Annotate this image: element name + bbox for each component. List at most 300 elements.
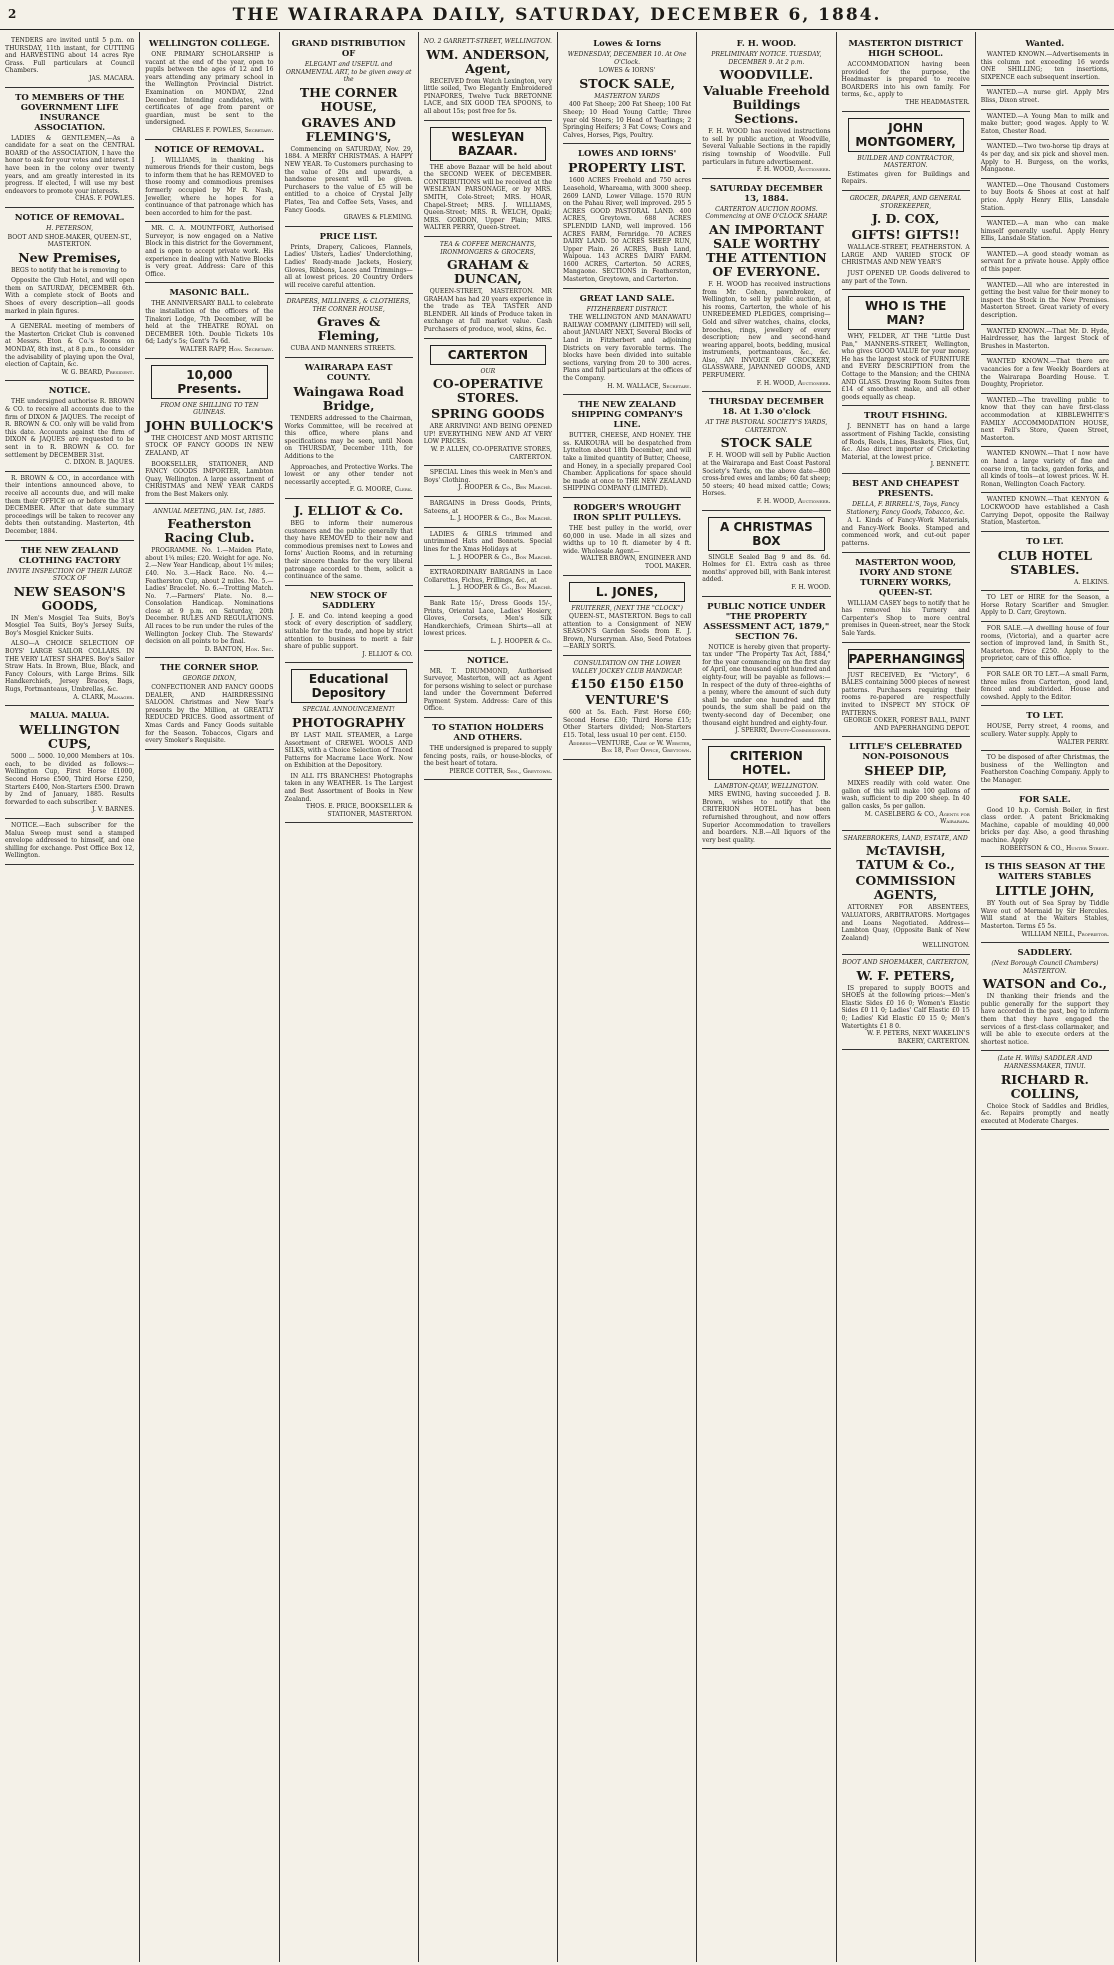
- ad-body: FOR SALE OR TO LET.—A small Farm, three miles from Carterton, good land, fenced and subdivided. House and cowshed. Apply to the Editor.: [980, 671, 1109, 701]
- ad-body: IN thanking their friends and the public generally for the support they have accorded in the past, beg to inform them that they have engaged the services of a first-class collarmaker, and will be able to execute orders at the shortest notice.: [980, 993, 1109, 1046]
- ad-big: Graves & Fleming,: [316, 314, 381, 344]
- ad-big: McTAVISH, TATUM & Co.,: [856, 843, 955, 873]
- advertisement: [842, 643, 970, 738]
- ad-body: FOR SALE.—A dwelling house of four rooms, (Victoria), and a quarter acre section of improved land, in Smith St., Masterton. Price £250. Apply to the proprietor, care of this office.: [980, 625, 1109, 663]
- ad-body: QUEEN-ST., MASTERTON. Begs to call attention to a Consignment of NEW SEASON'S Garden Seeds from E. J. Brown, Nurseryman. Also, Seed Potatoes—EARLY SORTS.: [563, 613, 692, 651]
- ad-hbox: WESLEYAN BAZAAR.: [430, 127, 546, 161]
- ad-big: JOHN BULLOCK'S: [145, 417, 274, 433]
- ad-big: CO-OPERATIVE STORES.: [432, 376, 543, 406]
- column-8: [975, 32, 1114, 1962]
- ad-sig: J. V. BARNES.: [92, 806, 135, 814]
- ad-body: ACCOMMODATION having been provided for the purpose, the Headmaster is prepared to receive BOARDERS into his own family. For terms, &c., apply to: [841, 61, 970, 99]
- ad-sig: J. HOOPER & Co., Ben Marché.: [458, 484, 552, 492]
- ad-small: BOOT AND SHOE-MAKER, QUEEN-ST., MASTERTON.: [7, 233, 132, 249]
- ad-heading: MASTERTON WOOD, IVORY AND STONE TURNERY WORKS, QUEEN-ST.: [855, 557, 956, 598]
- ad-body: WALLACE-STREET, FEATHERSTON. A LARGE AND VARIED STOCK OF CHRISTMAS AND NEW YEAR'S: [841, 244, 970, 267]
- ad-body: TO be disposed of after Christmas, the business of the Wellington and Featherston Coaching Company. Apply to the Manager.: [980, 754, 1109, 784]
- ad-heading: MASTERTON DISTRICT HIGH SCHOOL.: [848, 39, 963, 59]
- ad-body: Estimates given for Buildings and Repairs.: [841, 170, 970, 186]
- advertisement: [5, 381, 134, 471]
- ad-sub: ELEGANT and USEFUL and ORNAMENTAL ART, to be given away at the: [285, 61, 412, 84]
- advertisement: [5, 320, 134, 381]
- advertisement: [981, 279, 1109, 325]
- ad-sub: FROM ONE SHILLING TO TEN GUINEAS.: [160, 401, 259, 417]
- ad-heading: TROUT FISHING.: [863, 411, 948, 422]
- ad-heading: NOTICE OF REMOVAL.: [14, 212, 125, 223]
- ad-sub: FRUITERER, (NEXT THE "CLOCK"): [571, 604, 683, 612]
- ad-heading: THE CORNER SHOP.: [159, 663, 259, 674]
- ad-sig: GEORGE COKER, FOREST BALL, PAINT AND PAPERHANGING DEPOT.: [843, 717, 970, 732]
- ad-big: £150 £150 £150: [570, 676, 684, 692]
- ad-hbox: JOHN MONTGOMERY,: [848, 118, 964, 152]
- ad-big: J. ELLIOT & Co.: [294, 503, 404, 518]
- ad-big2: SPRING GOODS: [431, 406, 545, 422]
- advertisement: [981, 110, 1109, 141]
- ad-body: 400 Fat Sheep; 200 Fat Sheep; 100 Fat Sheep; 10 Head Young Cattle; Three year old Steers; 10 Head of Yearlings; 2 Springing Heifers; 3 Fat Cows; Cows and Calves, Horses, Pigs, Poultry.: [563, 101, 692, 139]
- ad-body: F. H. WOOD has received instructions from Mr. Cohen, pawnbroker, of Wellington, to sell by public auction, at his rooms, Carterton, the whole of his UNREDEEMED PLEDGES, comprising—Gold and silver watches, chains, clocks, brooches, rings, jewellery of every description; new and second-hand wearing apparel, boots, bedding, musical instruments, portmanteaus, &c., &c. Also, AN INVOICE OF CROCKERY, GLASSWARE, JAPANNED GOODS, AND PERFUMERY.: [702, 280, 831, 380]
- ad-sig: Address—VENTURE, Care of W. Webster, Box 18, Post Office, Greytown.: [568, 739, 692, 755]
- ad-body: MR. T. DRUMMOND, Authorised Surveyor, Masterton, will act as Agent for persons wishing to select or purchase land under the Government Deferred Payment System. Address: Care of this Office.: [423, 667, 552, 713]
- ad-sig: W. G. BEARD, President.: [61, 368, 135, 376]
- ad-body: WANTED.—A Young Man to milk and make butter; good wages. Apply to W. Eaton, Chester Road.: [980, 112, 1109, 135]
- ad-sig: F. H. WOOD, Auctioneer.: [756, 166, 831, 174]
- ad-sig: WELLINGTON.: [922, 942, 970, 950]
- ad-body: WANTED KNOWN.—Advertisements in this column not exceeding 16 words ONE SHILLING; ten insertions, SIXPENCE each subsequent insertion.: [980, 51, 1109, 81]
- ad-body2: Opposite the Club Hotel, and will open them on SATURDAY, DECEMBER 6th. With a complete stock of Boots and Shoes of every description—all goods marked in plain figures.: [5, 277, 135, 315]
- ad-big2: GRAVES AND FLEMING'S,: [301, 114, 396, 144]
- ad-heading: LITTLE'S CELEBRATED NON-POISONOUS: [849, 742, 962, 763]
- ad-body: ATTORNEY FOR ABSENTEES, VALUATORS, ARBITRATORS. Mortgages and Loans Negotiated. Address—Lambton Quay, (Opposite Bank of New Zealand): [841, 904, 970, 942]
- ad-big2: GIFTS! GIFTS!!: [851, 227, 960, 243]
- ad-body: LADIES & GIRLS trimmed and untrimmed Hats and Bonnets. Special lines for the Xmas Holidays at: [423, 530, 552, 553]
- ad-sub: PRELIMINARY NOTICE. TUESDAY, DECEMBER 9. At 2 p.m.: [711, 51, 822, 66]
- masthead: [0, 0, 1114, 30]
- ad-sig: ROBERTSON & CO., Hunter Street.: [1000, 844, 1109, 852]
- ad-body: R. BROWN & CO., in accordance with their intentions announced above, to receive all accounts due, and will make them their OFFICE on or before the 31st DECEMBER. After that date summary proceedings will be taken to recover any debts then outstanding. Masterton, 4th December, 1884.: [5, 474, 135, 535]
- ad-big: RICHARD R. COLLINS,: [1000, 1071, 1089, 1101]
- ad-body: WANTED.—All who are interested in getting the best value for their money to inspect the Stock in the New Premises. Masterton Street. Great variety of every description.: [980, 281, 1109, 320]
- ad-sig: GRAVES & FLEMING.: [343, 214, 413, 222]
- ad-body: IN Men's Mosgiel Tea Suits, Boy's Mosgiel Tea Suits, Boy's Jersey Suits, Boy's Mosgiel Knicker Suits.: [5, 614, 135, 637]
- ad-heading: MASONIC BALL.: [169, 288, 250, 299]
- ad-heading: TO LET.: [1026, 536, 1064, 547]
- advertisement: [145, 359, 273, 504]
- ad-heading: Wanted.: [1025, 39, 1065, 49]
- advertisement: [702, 597, 830, 740]
- ad-big: SHEEP DIP,: [864, 763, 947, 779]
- column-4: [418, 32, 557, 1962]
- advertisement: [145, 222, 273, 283]
- ad-sub: SHAREBROKERS, LAND, ESTATE, AND: [843, 834, 968, 842]
- ad-sub: DRAPERS, MILLINERS, & CLOTHIERS, THE CORNER HOUSE,: [286, 298, 411, 313]
- ad-big: Waingawa Road Bridge,: [293, 384, 404, 414]
- ad-body: J. BENNETT has on hand a large assortment of Fishing Tackle, consisting of Rods, Reels, Lines, Baskets, Flies, Gut, &c. Also direct importer of Cricketing Material, at the lowest price.: [841, 423, 970, 461]
- ad-sub: ANNUAL MEETING, JAN. 1st, 1885.: [153, 507, 266, 515]
- advertisement: [842, 553, 970, 643]
- advertisement: [5, 706, 134, 819]
- ad-heading: NOTICE.: [467, 655, 509, 666]
- ad-body: THE best pulley in the world, over 60,000 in use. Made in all sizes and widths up to 10 ft. diameter by 4 ft. wide. Wholesale Agent—: [563, 524, 692, 555]
- ad-body: BEG to inform their numerous customers and the public generally that they have REMOVED to their new and commodious premises next to Lowes and Iorns' Auction Rooms, and in returning their sincere thanks for the very liberal patronage accorded to them, solicit a continuance of the same.: [284, 520, 413, 581]
- ad-body2: Approaches, and Protective Works. The lowest or any other tender not necessarily accepted.: [284, 463, 413, 486]
- page-number: 2: [8, 7, 17, 21]
- ad-sub: TEA & COFFEE MERCHANTS, IRONMONGERS & GROCERS,: [439, 240, 536, 256]
- advertisement: [981, 86, 1109, 109]
- ad-body: BY Youth out of Sea Spray by Tiddle Wave out of Mermaid by Sir Hercules. Will stand at the Waiters Stables, Masterton. Terms £5 5s.: [980, 900, 1109, 930]
- advertisement: [145, 283, 273, 358]
- advertisement: [424, 121, 552, 237]
- ad-heading: THE NEW ZEALAND CLOTHING FACTORY: [18, 545, 121, 566]
- advertisement: [702, 511, 830, 597]
- advertisement: [424, 651, 552, 719]
- advertisement: [842, 290, 970, 406]
- ad-body: Bank Rate 15/-, Dress Goods 15/-, Prints, Oriental Lace, Ladies' Hosiery, Gloves, Corsets, Men's Silk Handkerchiefs, Crimean Shirts—all at lowest prices.: [423, 599, 552, 638]
- advertisement: [702, 179, 830, 393]
- advertisement: [563, 656, 691, 760]
- ad-big: Featherston Racing Club.: [164, 516, 255, 546]
- ad-big: GRAHAM & DUNCAN,: [447, 257, 529, 287]
- ad-body2: ALSO—A CHOICE SELECTION OF BOYS' LARGE SAILOR COLLARS. IN THE VERY LATEST SHAPES. Boy's Sailor Straw Hats. In Brown, Blue, Black, and Fancy Colours, with Large Brims. Silk Handkerchiefs, Jersey Braces, Bags, Rugs, Portmanteaus, Umbrellas, &c.: [5, 640, 135, 694]
- ad-sig: CHARLES F. POWLES, Secretary.: [172, 126, 274, 134]
- ad-sig: J. BENNETT.: [930, 461, 970, 469]
- ad-heading: RODGER'S WROUGHT IRON SPLIT PULLEYS.: [573, 502, 682, 523]
- ad-heading: PRICE LIST.: [319, 231, 378, 242]
- advertisement: [981, 790, 1109, 858]
- ad-body: A GENERAL meeting of members of the Masterton Cricket Club is convened at Messrs. Eton & Co.'s Rooms on MONDAY, 8th inst., at 8 p.m., to consider the advisability of playing upon the Oval, election of Captain, &c.: [5, 323, 135, 369]
- ad-body: WANTED.—A nurse girl. Apply Mrs Bliss, Dixon street.: [980, 89, 1109, 104]
- ad-sub: CONSULTATION ON THE LOWER VALLEY JOCKEY CLUB HANDICAP.: [572, 660, 683, 675]
- advertisement: [285, 358, 413, 499]
- ad-body: F. H. WOOD will sell by Public Auction at the Wairarapa and East Coast Pastoral Society's Yards, on the above date—800 cross-bred ewes and lambs; 60 fat sheep; 50 steers; 40 head mixed cattle; Cows; Horses.: [702, 452, 831, 498]
- ad-heading: TO MEMBERS OF THE GOVERNMENT LIFE INSURANCE ASSOCIATION.: [15, 92, 125, 133]
- ad-body: WANTED KNOWN.—That there are vacancies for a few Weekly Boarders at the Wairarapa Boarding House. T. Doughty, Proprietor.: [980, 358, 1109, 389]
- ad-sig: WALTER RAPP, Hon. Secretary.: [179, 346, 274, 353]
- ad-body: MIXES readily with cold water. One gallon of this will make 100 gallons of wash, sufficient to dip 200 sheep. In 40 gallon casks, 5s per gallon.: [841, 780, 970, 811]
- ad-body: PROGRAMME. No. 1.—Maiden Plate, about 1¼ miles; £20. Weight for age. No. 2.—New Year Handicap, about 1½ miles; £40. No. 3.—Hack Race. No. 4.—Featherston Cup, about 2 miles. No. 5.—Ladies' Bracelet. No. 6.—Trotting Match. No. 7.—Farmers' Plate. No. 8.—Consolation Handicap. Nominations close at 9 p.m. on Saturday, 20th December. RULES AND REGULATIONS. All races to be run under the rules of the Wellington Jockey Club. The Stewards' decision on all points to be final.: [145, 547, 274, 646]
- ad-sub: SPECIAL ANNOUNCEMENT!: [302, 706, 395, 714]
- ad-big2: VENTURE'S: [585, 692, 669, 708]
- ad-sub: H. PETERSON,: [46, 224, 94, 232]
- advertisement: [563, 576, 691, 657]
- advertisement: [424, 718, 552, 780]
- ad-body: 600 at 5s. Each. First Horse £60; Second Horse £30; Third Horse £15; Other Starters divided; Non-Starters £15. Total, less usual 10 per cent. £150.: [563, 709, 692, 740]
- ad-sig: C. DIXON. B. JAQUES.: [64, 459, 135, 467]
- ad-heading: F. H. WOOD.: [736, 39, 797, 49]
- advertisement: [145, 140, 273, 223]
- ad-sig: J. ELLIOT & CO.: [362, 650, 413, 658]
- advertisement: [842, 112, 970, 191]
- ad-big: NEW SEASON'S GOODS,: [13, 583, 126, 613]
- ad-sub: INVITE INSPECTION OF THEIR LARGE STOCK OF: [7, 567, 133, 583]
- ad-body: WANTED KNOWN.—That I now have on hand a large variety of fine and coarse iron, tin tacks, garden forks, and all kinds of tools—at lowest prices. W. H. Ronan, Wellington Coach Factory.: [980, 450, 1109, 488]
- advertisement: [981, 140, 1109, 178]
- ad-sig: D. BANTON, Hon. Sec.: [204, 645, 274, 653]
- advertisement: [424, 237, 552, 339]
- advertisement: [424, 597, 552, 651]
- column-3: [279, 32, 418, 1962]
- ad-sig: F. G. MOORE, Clerk.: [349, 486, 413, 494]
- advertisement: [702, 740, 830, 850]
- ad-sub: DELLA, F. BIRRELL'S, Toys, Fancy Stationery, Fancy Goods, Tobacco, &c.: [846, 501, 965, 516]
- advertisement: [842, 737, 970, 831]
- advertisement: [842, 191, 970, 290]
- ad-sub: (Next Borough Council Chambers) MASTERTON.: [991, 960, 1099, 975]
- ad-body: WANTED KNOWN.—That Mr. D. Hyde, Hairdresser, has the largest Stock of Brushes in Masterton.: [980, 327, 1109, 350]
- ad-body: BARGAINS in Dress Goods, Prints, Sateens, at: [423, 500, 552, 515]
- advertisement: [842, 406, 970, 474]
- ad-heading: PUBLIC NOTICE UNDER "THE PROPERTY ASSESSMENT ACT, 1879," SECTION 76.: [703, 601, 830, 642]
- ad-body: TENDERS addressed to the Chairman, Works Committee, will be received at this office, where plans and specifications may be seen, until Noon on THURSDAY, December 11th, for Additions to the: [284, 415, 413, 461]
- ad-body: EXTRAORDINARY BARGAINS in Lace Collarettes, Fichus, Frillings, &c., at: [423, 569, 552, 584]
- advertisement: [285, 663, 413, 823]
- advertisement: [981, 532, 1109, 592]
- ad-big: AN IMPORTANT SALE WORTHY THE ATTENTION OF EVERYONE.: [706, 221, 827, 279]
- ad-body: CONFECTIONER AND FANCY GOODS DEALER, AND HAIRDRESSING SALOON. Christmas and New Year's presents by the Million, at GREATLY REDUCED PRICES. Good assortment of Xmas Cards and Fancy Goods suitable for the Season. Tobaccos, Cigars and every Smoker's Requisite.: [145, 684, 274, 745]
- advertisement: [981, 591, 1109, 622]
- advertisement: [424, 466, 552, 497]
- ad-heading: THE NEW ZEALAND SHIPPING COMPANY'S LINE.: [571, 400, 683, 431]
- advertisement: [285, 586, 413, 664]
- ad-sig: A. CLARK, Manager.: [73, 693, 135, 701]
- ad-sub: NO. 2 GARRETT-STREET, WELLINGTON.: [423, 38, 552, 45]
- ad-big: New Premises,: [18, 249, 122, 265]
- ad-hbox: CRITERION HOTEL.: [708, 746, 824, 780]
- advertisement: [5, 208, 134, 320]
- advertisement: [702, 34, 830, 179]
- ad-heading: WELLINGTON COLLEGE.: [149, 39, 270, 49]
- ad-body: QUEEN-STREET, MASTERTON. MR GRAHAM has had 20 years experience in the trade as TEA TASTER AND BLENDER. All kinds of Produce taken in exchange at full market value. Cash Purchasers of produce, wool, skins, &c.: [423, 288, 552, 334]
- column-2: [139, 32, 278, 1962]
- ad-body: THE CHOICEST AND MOST ARTISTIC STOCK OF FANCY GOODS IN NEW ZEALAND, AT: [145, 434, 274, 457]
- ad-big: STOCK SALE,: [579, 75, 676, 91]
- ad-body: SINGLE Sealed Bag 9 and 8s. 6d. Holmes for £1. Extra cash as three months' approved bill, with Bank interest added.: [702, 553, 831, 584]
- ad-big: STOCK SALE: [720, 435, 813, 451]
- advertisement: [145, 504, 273, 659]
- ad-sig: L. J. HOOPER & Co., Bon Marché.: [450, 553, 552, 561]
- ad-body: JUST RECEIVED, Ex "Victory", 6 BALES containing 5000 pieces of newest patterns. Purchasers requiring their rooms re-papered are respectfully invited to INSPECT MY STOCK OF PATTERNS.: [841, 671, 970, 717]
- ad-sig: L. J. HOOPER & Co., Bon Marché.: [450, 584, 552, 592]
- ad-body: BEGS to notify that he is removing to: [11, 266, 127, 274]
- ad-big: WATSON and Co.,: [982, 976, 1108, 992]
- ad-hbox: WHO IS THE MAN?: [848, 296, 964, 330]
- ad-heading: FOR SALE.: [1019, 794, 1071, 805]
- column-6: [696, 32, 835, 1962]
- advertisement: [5, 472, 134, 541]
- ad-heading: THURSDAY DECEMBER 18. At 1.30 o'clock: [708, 397, 824, 418]
- ad-hbox: CARTERTON: [430, 345, 546, 365]
- ad-heading: BEST AND CHEAPEST PRESENTS.: [852, 479, 960, 499]
- ad-body: THE undersigned is prepared to supply fencing posts, rails, or house-blocks, of the best heart of totara.: [423, 745, 552, 768]
- ad-sig: WALTER PERRY.: [1057, 738, 1109, 746]
- advertisement: [285, 499, 413, 586]
- advertisement: [563, 144, 691, 288]
- advertisement: [5, 88, 134, 208]
- ad-sub2: MASTERTON YARDS: [594, 92, 660, 100]
- ad-sig: L. J. HOOPER & Co.: [490, 637, 552, 645]
- advertisement: [981, 355, 1109, 393]
- ad-heading: TO STATION HOLDERS AND OTHERS.: [432, 723, 544, 744]
- ad-heading: Lowes & Iorns: [593, 39, 662, 49]
- ad-hbox: 10,000 Presents.: [151, 365, 267, 399]
- ad-sig: A. ELKINS.: [1074, 578, 1109, 586]
- ad-big2: COMMISSION AGENTS,: [855, 873, 956, 903]
- ad-body: WANTED.—The travelling public to know that they can have first-class accommodation at KIBBLEWHITE'S FAMILY ACCOMMODATION HOUSE, next Fell's Store, Queen Street, Masterton.: [980, 396, 1109, 442]
- ad-body2: JUST OPENED UP. Goods delivered to any part of the Town.: [841, 269, 970, 285]
- advertisement: [981, 706, 1109, 751]
- ad-sig: H. M. WALLACE, Secretary.: [607, 382, 692, 390]
- ad-body: IS prepared to supply BOOTS and SHOES at the following prices:—Men's Elastic Sides £0 16 0; Women's Elastic Sides £0 11 0; Ladies' Calf Elastic £0 15 0; Ladies' Kid Elastic £0 15 0; Men's Watertights £1 8 0.: [841, 984, 970, 1030]
- ad-body: ARE ARRIVING! AND BEING OPENED UP! EVERYTHING NEW AND AT VERY LOW PRICES.: [423, 423, 552, 446]
- ad-body: THE above Bazaar will be held about the SECOND WEEK of DECEMBER. CONTRIBUTIONS will be received at the WESLEYAN PARSONAGE, or by MRS. SMITH, Cole-Street; MRS. HOAR, Chapel-Street; MRS. J. WILLIAMS, Queen-Street; MRS. R. WELCH, Opaki; MRS. GORDON, Upper Plain; MRS. WALTER PERRY, Queen-Street.: [423, 163, 552, 232]
- advertisement: [424, 566, 552, 597]
- ad-sig: M. CASELBERG & CO., Agents for Wairarapa.: [864, 810, 970, 826]
- advertisement: [424, 528, 552, 566]
- ad-sig: F. H. WOOD, Auctioneer.: [756, 498, 831, 505]
- advertisement: [981, 943, 1109, 1051]
- ad-body: J. E. and Co. intend keeping a good stock of every description of saddlery, suitable for the trade, and hope by strict attention to business to merit a fair share of public support.: [284, 612, 413, 651]
- ad-big2: Valuable Freehold Buildings Sections.: [703, 83, 830, 127]
- ad-big: WM. ANDERSON, Agent,: [426, 46, 550, 76]
- advertisement: [842, 474, 970, 553]
- ad-body: WANTED KNOWN.—That KENYON & LOCKWOOD have established a Cash Carrying Depot, opposite the Railway Station, Masterton.: [980, 496, 1109, 527]
- ad-small: LOWES & IORNS': [598, 67, 656, 75]
- columns-grid: [0, 32, 1114, 1962]
- advertisement: [981, 325, 1109, 356]
- ad-body: MRS EWING, having succeeded J. B. Brown, wishes to notify that the CRITERION HOTEL has been refurnished throughout, and now offers Superior Accommodation to travellers and boarders. N.B.—All liquors of the very best quality.: [702, 791, 831, 844]
- ad-sub: CARTERTON AUCTION ROOMS. Commencing at ONE O'CLOCK SHARP.: [705, 205, 828, 221]
- ad-heading: NOTICE OF REMOVAL.: [154, 144, 265, 155]
- ad-sub: BUILDER AND CONTRACTOR, MASTERTON.: [857, 154, 955, 170]
- advertisement: [981, 668, 1109, 706]
- ad-heading: WAIRARAPA EAST COUNTY.: [304, 363, 393, 384]
- advertisement: [145, 658, 273, 749]
- ad-body: Prints, Drapery, Calicoes, Flannels, Ladies' Ulsters, Ladies' Underclothing, Ladies' Ready-made Jackets, Hosiery, Gloves, Ribbons, Laces and Trimmings—all at lowest prices. 20 Country Orders will receive careful attention.: [284, 243, 413, 289]
- ad-sig: PIERCE COTTER, Sen., Greytown.: [449, 767, 552, 775]
- advertisement: [981, 1051, 1109, 1130]
- ad-sub: AT THE PASTORAL SOCIETY'S YARDS, CARTERTON.: [705, 419, 828, 434]
- ad-body: 1600 ACRES Freehold and 750 acres Leasehold, Whareama, with 3000 sheep. 2609 LAND, Lower Village. 1570 RUN on the Pahau River, well improved. 295 5 ACRES GOOD PASTORAL LAND. 400 ACRES, Greytown. 688 ACRES SPLENDID LAND, well improved. 156 ACRES FARM, Fernridge. 70 ACRES DAIRY LAND. 50 ACRES SHEEP RUN, Upper Plain. 26 ACRES, Bush Land, Waipoua. 143 ACRES DAIRY FARM. 1600 ACRES, Carterton. 50 ACRES, Mangaone. SECTIONS in Featherston, Masterton, Greytown, and Carterton.: [563, 177, 692, 284]
- ad-sub: GROCER, DRAPER, AND GENERAL STOREKEEPER,: [849, 194, 962, 210]
- advertisement: [285, 294, 413, 358]
- ad-big: J. D. COX,: [871, 211, 940, 227]
- ad-big: LITTLE JOHN,: [995, 883, 1095, 899]
- ad-sig: W. P. ALLEN, CO-OPERATIVE STORES, CARTERTON.: [430, 446, 552, 461]
- ad-heading: GRAND DISTRIBUTION OF: [291, 39, 406, 59]
- ad-body: RECEIVED from Watch Lexington, very little soiled, Two Elegantly Embroidered PINAFORES, Twelve Tuck BRETONNE LACE, and SIX GOOD TEA SPOONS, to all about 15s; post free for 5s.: [423, 77, 552, 115]
- ad-heading: TO LET.: [1026, 711, 1064, 722]
- ad-sig: L. J. HOOPER & Co., Bon Marché.: [450, 515, 552, 523]
- advertisement: [702, 392, 830, 510]
- ad-heading: SADDLERY.: [1017, 948, 1073, 959]
- ad-body2: IN ALL ITS BRANCHES! Photographs taken in any WEATHER. 1s The Largest and Best Assortment of Books in New Zealand.: [284, 772, 413, 803]
- ad-body: Commencing on SATURDAY, Nov. 29, 1884. A MERRY CHRISTMAS. A HAPPY NEW YEAR. To Customers purchasing to the value of 20s and upwards, a handsome present will be given. Purchasers to the value of £5 will be entitled to a choice of Crystal Jelly Plates, Tea and Coffee Sets, Vases, and Fancy Goods.: [284, 145, 413, 214]
- ad-big: THE CORNER HOUSE,: [299, 84, 398, 114]
- advertisement: [842, 831, 970, 955]
- ad-hbox: PAPERHANGINGS: [848, 649, 964, 669]
- advertisement: [981, 248, 1109, 279]
- advertisement: [563, 498, 691, 576]
- ad-sig: W. F. PETERS, NEXT WAKELIN'S BAKERY, CARTERTON.: [866, 1030, 970, 1045]
- ad-body: NOTICE.—Each subscriber for the Malua Sweep must send a stamped envelope addressed to himself, and one shilling for exchange. Post Office Box 12, Wellington.: [5, 821, 135, 860]
- ad-body: WHY, FELDER, AT THE "Little Dust Pan," MANNERS-STREET, Wellington, who gives GOOD VALUE for your money. He has the largest stock of FURNITURE and EVERY DESCRIPTION from the Cottage to the Mansion; and the CHINA AND GLASS. Drawing Room Suites from £14 of smoothest make, and all other goods equally as cheap.: [841, 333, 970, 401]
- advertisement: [5, 34, 134, 88]
- ad-heading: NEW STOCK OF SADDLERY: [310, 590, 388, 611]
- ad-sub: OUR: [480, 367, 496, 375]
- ad-sub: FITZHERBERT DISTRICT.: [586, 305, 668, 313]
- ad-sig: J. SPERRY, Deputy-Commissioner.: [735, 727, 831, 735]
- advertisement: [842, 955, 970, 1050]
- ad-sig: CHAS. F. POWLES.: [75, 195, 135, 203]
- ad-sig: F. H. WOOD, Auctioneer.: [756, 379, 831, 387]
- ad-body: WILLIAM CASEY begs to notify that he has removed his Turnery and Carpenter's Shop to more central premises in Queen-street, near the Stock Sale Yards.: [841, 599, 970, 637]
- ad-heading: IS THIS SEASON AT THE WAITERS STABLES: [984, 862, 1105, 883]
- advertisement: [563, 34, 691, 144]
- ad-body: THE WELLINGTON AND MANAWATU RAILWAY COMPANY (LIMITED) will sell, about JANUARY NEXT, Several Blocks of Land in Fitzherbert and adjoining Districts on very favorable terms. The blocks have been divided into suitable sections, varying from 20 to 300 acres. Plans and full particulars at the offices of the Company.: [563, 314, 692, 382]
- ad-body: WANTED.—A man who can make himself generally useful. Apply Henry Ellis, Lansdale Station.: [980, 220, 1109, 243]
- advertisement: [842, 34, 970, 112]
- advertisement: [5, 819, 134, 865]
- ad-body: MR. C. A. MOUNTFORT, Authorised Surveyor, is now engaged on a Native Block in this district for the Government, and is open to accept private work. His experience in dealing with Native Blocks is very great. Address: Care of this Office.: [145, 225, 274, 278]
- ad-body: WANTED.—A good steady woman as servant for a private house. Apply office of this paper.: [980, 250, 1109, 274]
- advertisement: [981, 447, 1109, 493]
- advertisement: [285, 227, 413, 295]
- advertisement: [981, 493, 1109, 531]
- column-1: [0, 32, 139, 1962]
- ad-body: 5000 ... 5000. 10,000 Members at 10s. each, to be divided as follows:—Wellington Cup, First Horse £1000, Second Horse £500, Third Horse £250, Starters £400, Non-Starters £500. Drawn by 2nd of January, 1885. Results forwarded to each subscriber.: [5, 753, 135, 806]
- ad-body: THE undersigned authorise R. BROWN & CO. to receive all accounts due to the firm of DIXON & JAQUES. The receipt of R. BROWN & CO. only will be valid from this date. Accounts against the firm of DIXON & JAQUES are requested to be sent in to R. BROWN & CO. for settlement by DECEMBER 31st.: [5, 398, 135, 459]
- ad-body: SPECIAL Lines this week in Men's and Boys' Clothing.: [423, 469, 552, 484]
- advertisement: [424, 339, 552, 467]
- ad-heading: GREAT LAND SALE.: [579, 293, 675, 304]
- advertisement: [981, 179, 1109, 217]
- ad-body: BUTTER, CHEESE, AND HONEY. THE ss. KAIKOURA will be despatched from Lyttelton about 18th December, and will take a limited quantity of Butter, Cheese, and Honey, in a specially prepared Cool Chamber. Applications for space should be made at once to THE NEW ZEALAND SHIPPING COMPANY (LIMITED).: [563, 432, 692, 493]
- ad-sig: THOS. E. PRICE, BOOKSELLER & STATIONER, MASTERTON.: [305, 803, 413, 818]
- ad-body2: BOOKSELLER, STATIONER, AND FANCY GOODS IMPORTER, Lambton Quay, Wellington. A large assortment of CHRISTMAS and NEW YEAR CARDS from the Best Makers only.: [145, 460, 274, 498]
- advertisement: [981, 751, 1109, 789]
- ad-body: BY LAST MAIL STEAMER, a Large Assortment of CREWEL WOOLS AND SILKS, with a Choice Selection of Traced Patterns for Macrame Lace Work. Now on Exhibition at the Depository.: [284, 731, 413, 770]
- ad-big: PROPERTY LIST.: [568, 160, 687, 176]
- ad-body: HOUSE, Perry street, 4 rooms, and scullery. Water supply. Apply to: [980, 723, 1109, 738]
- advertisement: [145, 34, 273, 140]
- ad-heading: MALUA. MALUA.: [29, 711, 110, 722]
- advertisement: [981, 217, 1109, 248]
- ad-body: NOTICE is hereby given that property-tax under "The Property Tax Act, 1884," for the year commencing on the first day of April, one thousand eight hundred and eighty-four, will be payable as follows:—In respect of the duty of three-eighths of a penny, where the amount of such duty shall be under one hundred and fifty pounds, the sum shall be paid on the twenty-second day of December, one thousand eight hundred and eighty-four.: [702, 643, 831, 727]
- advertisement: [424, 34, 552, 121]
- ad-sig: WILLIAM NEILL, Proprietor.: [1021, 930, 1109, 938]
- column-7: [836, 32, 975, 1962]
- ad-big: WOODVILLE.: [719, 67, 814, 83]
- ad-body: WANTED.—One Thousand Customers to buy Boots & Shoes at cost at half price. Apply Henry Ellis, Lansdale Station.: [980, 181, 1109, 212]
- ad-body: TENDERS are invited until 5 p.m. on THURSDAY, 11th instant, for CUTTING and HARVESTING about 14 acres Rye Grass. Full particulars at Council Chambers.: [5, 37, 135, 75]
- advertisement: [981, 394, 1109, 448]
- ad-body: Choice Stock of Saddles and Bridles, &c. Repairs promptly and neatly executed at Moderate Charges.: [980, 1102, 1109, 1125]
- ad-heading: NOTICE.: [48, 386, 91, 397]
- ad-body: TO LET or HIRE for the Season, a Horse Rotary Scarifier and Smugler. Apply to D. Carr, Greytown.: [980, 594, 1109, 617]
- ad-sub: LAMBTON-QUAY, WELLINGTON.: [714, 782, 819, 790]
- ad-sig: F. H. WOOD.: [791, 583, 831, 591]
- ad-hbox: L. JONES,: [569, 582, 685, 602]
- ad-heading: LOWES AND IORNS': [578, 149, 677, 160]
- ad-body: LADIES & GENTLEMEN,—As a candidate for a seat on the CENTRAL BOARD of the ASSOCIATION, I have the honor to ask for your votes and interest. I have been in the colony over twenty years, and am greatly interested in its progress. If elected, I will use my best endeavors to promote your interests.: [5, 134, 135, 195]
- ad-hbox: Educational Depository: [291, 669, 407, 703]
- ad-big: CLUB HOTEL STABLES.: [997, 547, 1092, 577]
- advertisement: [981, 34, 1109, 86]
- ad-big: W. F. PETERS,: [856, 967, 955, 983]
- ad-body: J. WILLIAMS, in thanking his numerous friends for their custom, begs to inform them that he has REMOVED to those roomy and commodious premises formerly occupied by Mr R. Nash, Jeweller, where he hopes for a continuance of that patronage which has been accorded to him for the past.: [145, 156, 274, 217]
- ad-sub: WEDNESDAY, DECEMBER 10. At One O'Clock.: [567, 51, 687, 66]
- ad-big: WELLINGTON CUPS,: [19, 722, 120, 752]
- advertisement: [5, 541, 134, 707]
